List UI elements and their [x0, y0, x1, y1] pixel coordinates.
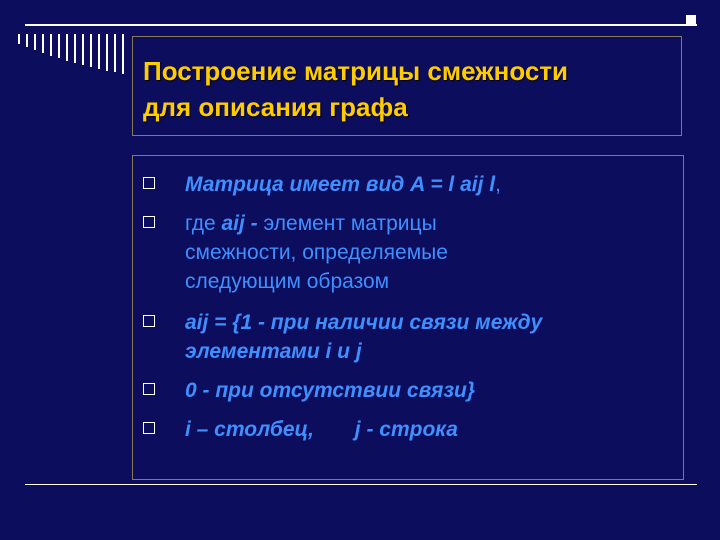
content-frame — [132, 155, 684, 480]
bullet-item-index-meaning — [143, 415, 673, 444]
bullet-list — [143, 170, 673, 454]
matrix-form-text: Матрица имеет вид A = l aij l — [185, 173, 496, 196]
slide-title — [143, 53, 568, 125]
bullet-item-aij-rule — [143, 308, 673, 366]
matrix-form-suffix: , — [495, 173, 501, 196]
square-bullet-icon — [143, 177, 155, 189]
definition-line-3: следующим образом — [185, 270, 390, 293]
corner-square-decoration — [686, 15, 696, 25]
title-line-2: для описания графа — [143, 92, 408, 122]
bullet-item-element-definition — [143, 209, 673, 296]
square-bullet-icon — [143, 383, 155, 395]
bullet-item-no-link — [143, 376, 673, 405]
top-rule — [25, 24, 697, 26]
square-bullet-icon — [143, 422, 155, 434]
no-link-text: 0 - при отсутствии связи} — [185, 379, 476, 402]
bullet-item-matrix-form — [143, 170, 673, 199]
aij-rule-line-2: элементами i и j — [185, 340, 362, 363]
aij-rule-line-1: aij = {1 - при наличии связи между — [185, 311, 543, 334]
bottom-rule — [25, 484, 697, 485]
title-line-1: Построение матрицы смежности — [143, 56, 569, 86]
index-meaning-text: i – столбец, j - строка — [185, 418, 458, 441]
definition-line-2: смежности, определяемые — [185, 241, 448, 264]
square-bullet-icon — [143, 216, 155, 228]
stripe-decoration — [18, 34, 130, 74]
definition-rest: элемент матрицы — [257, 212, 437, 235]
definition-term: aij - — [221, 212, 258, 235]
title-frame — [132, 36, 682, 136]
definition-prefix: где — [185, 212, 222, 235]
square-bullet-icon — [143, 315, 155, 327]
